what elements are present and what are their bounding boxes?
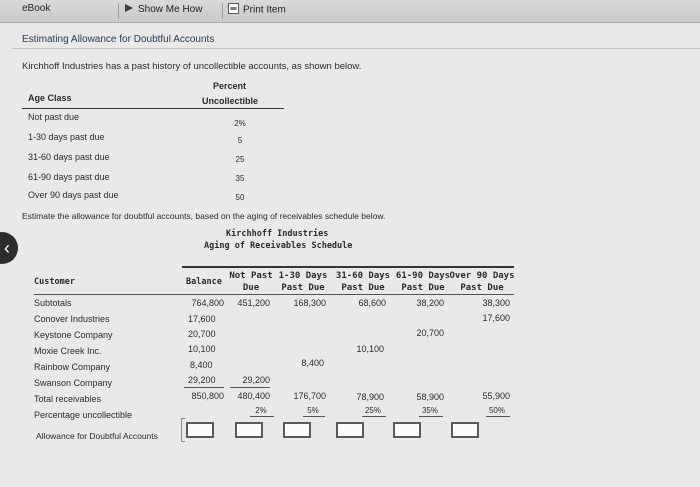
percent-value: 25: [235, 155, 245, 164]
over90-cell: 38,300: [482, 298, 510, 308]
age-class-label: 1-30 days past due: [28, 132, 105, 142]
npd-cell: 29,200: [242, 375, 270, 385]
row-label: Percentage uncollectible: [34, 410, 133, 420]
over-90-header: Past Due: [460, 283, 504, 293]
instruction-text: Estimate the allowance for doubtful accounts, based on the aging of receivables schedule below.: [22, 211, 386, 221]
d61-90-cell: 20,700: [416, 328, 444, 338]
company-name: Kirchhoff Industries: [226, 229, 329, 239]
allowance-label: Allowance for Doubtful Accounts: [36, 431, 158, 441]
toolbar-divider: [118, 3, 119, 19]
npd-pct: 2%: [255, 406, 267, 415]
pct-rule: [303, 416, 325, 417]
customer-header: Customer: [34, 277, 75, 287]
age-class-label: 31-60 days past due: [28, 152, 110, 162]
previous-arrow-icon[interactable]: ‹: [0, 232, 18, 264]
uncollectible-header: Uncollectible: [202, 96, 259, 106]
balance-cell: 29,200: [188, 375, 216, 385]
d1-30-pct: 5%: [307, 406, 319, 415]
pct-rule: [419, 416, 443, 417]
d1-30-cell: 8,400: [301, 358, 324, 368]
balance-cell: 764,800: [191, 298, 224, 308]
pct-rule: [486, 416, 510, 417]
over90-cell: 55,900: [482, 391, 510, 401]
allowance-balance-input[interactable]: [186, 422, 214, 438]
balance-cell: 17,600: [188, 314, 216, 324]
allowance-d31-60-input[interactable]: [336, 422, 364, 438]
days-1-30-header: Past Due: [281, 283, 325, 293]
days-31-60-header: Past Due: [341, 283, 385, 293]
show-me-how-label: Show Me How: [138, 4, 203, 16]
over90-pct: 50%: [488, 406, 505, 415]
input-bracket: [181, 418, 185, 442]
pct-rule: [250, 416, 274, 417]
d1-30-cell: 168,300: [293, 298, 326, 308]
allowance-npd-input[interactable]: [235, 422, 263, 438]
balance-cell: 8,400: [190, 360, 213, 370]
row-label: Keystone Company: [34, 330, 113, 340]
over90-cell: 17,600: [482, 313, 510, 323]
allowance-d1-30-input[interactable]: [283, 422, 311, 438]
divider: [12, 48, 700, 49]
row-label: Rainbow Company: [34, 362, 111, 372]
days-61-90-header: 61-90 Days: [395, 271, 451, 281]
over-90-header: Over 90 Days: [449, 271, 515, 281]
age-class-label: Not past due: [28, 112, 80, 122]
d31-60-cell: 78,900: [356, 392, 384, 402]
not-past-due-header: Not Past: [229, 271, 273, 281]
show-me-how-button[interactable]: [124, 3, 202, 16]
ebook-label: eBook: [22, 3, 51, 14]
row-label: Subtotals: [34, 298, 72, 308]
d31-60-pct: 25%: [364, 406, 381, 415]
d31-60-cell: 10,100: [356, 344, 384, 354]
play-icon: [124, 3, 134, 16]
age-class-label: Over 90 days past due: [28, 190, 119, 200]
balance-rule: [184, 387, 224, 388]
balance-cell: 850,800: [191, 391, 224, 401]
npd-cell: 451,200: [237, 298, 270, 308]
balance-cell: 10,100: [188, 344, 216, 354]
row-label: Conover Industries: [34, 314, 110, 324]
toolbar-divider: [222, 3, 223, 19]
page-title: Estimating Allowance for Doubtful Accounts: [22, 34, 215, 45]
row-label: Swanson Company: [34, 378, 113, 388]
d61-90-cell: 58,900: [416, 392, 444, 402]
d61-90-pct: 35%: [421, 406, 438, 415]
percent-value: 2%: [234, 119, 246, 128]
not-past-due-header: Due: [242, 283, 260, 293]
schedule-top-rule: [182, 266, 514, 268]
print-item-button[interactable]: [228, 3, 286, 17]
npd-rule: [230, 387, 270, 388]
print-item-label: Print Item: [243, 4, 286, 16]
npd-cell: 480,400: [237, 391, 270, 401]
age-class-header: Age Class: [28, 93, 72, 103]
print-icon: [228, 3, 239, 17]
percent-header: Percent: [213, 81, 247, 91]
toolbar: [0, 0, 700, 23]
days-31-60-header: 31-60 Days: [335, 271, 391, 281]
allowance-over90-input[interactable]: [451, 422, 479, 438]
d1-30-cell: 176,700: [293, 391, 326, 401]
balance-header: Balance: [186, 277, 222, 287]
percent-value: 50: [235, 193, 245, 202]
days-1-30-header: 1-30 Days: [278, 271, 328, 281]
intro-text: Kirchhoff Industries has a past history of uncollectible accounts, as shown below.: [22, 61, 362, 72]
schedule-header-rule: [34, 294, 514, 295]
d31-60-cell: 68,600: [358, 298, 386, 308]
balance-cell: 20,700: [188, 329, 216, 339]
age-class-label: 61-90 days past due: [28, 172, 110, 182]
ebook-tab[interactable]: [22, 3, 50, 14]
pct-rule: [362, 416, 386, 417]
percent-value: 35: [235, 174, 245, 183]
schedule-title: Aging of Receivables Schedule: [204, 241, 353, 251]
days-61-90-header: Past Due: [401, 283, 445, 293]
row-label: Moxie Creek Inc.: [34, 346, 102, 356]
percent-value: 5: [237, 136, 243, 145]
d61-90-cell: 38,200: [416, 298, 444, 308]
row-label: Total receivables: [34, 394, 102, 404]
allowance-d61-90-input[interactable]: [393, 422, 421, 438]
history-header-line: [22, 108, 284, 109]
